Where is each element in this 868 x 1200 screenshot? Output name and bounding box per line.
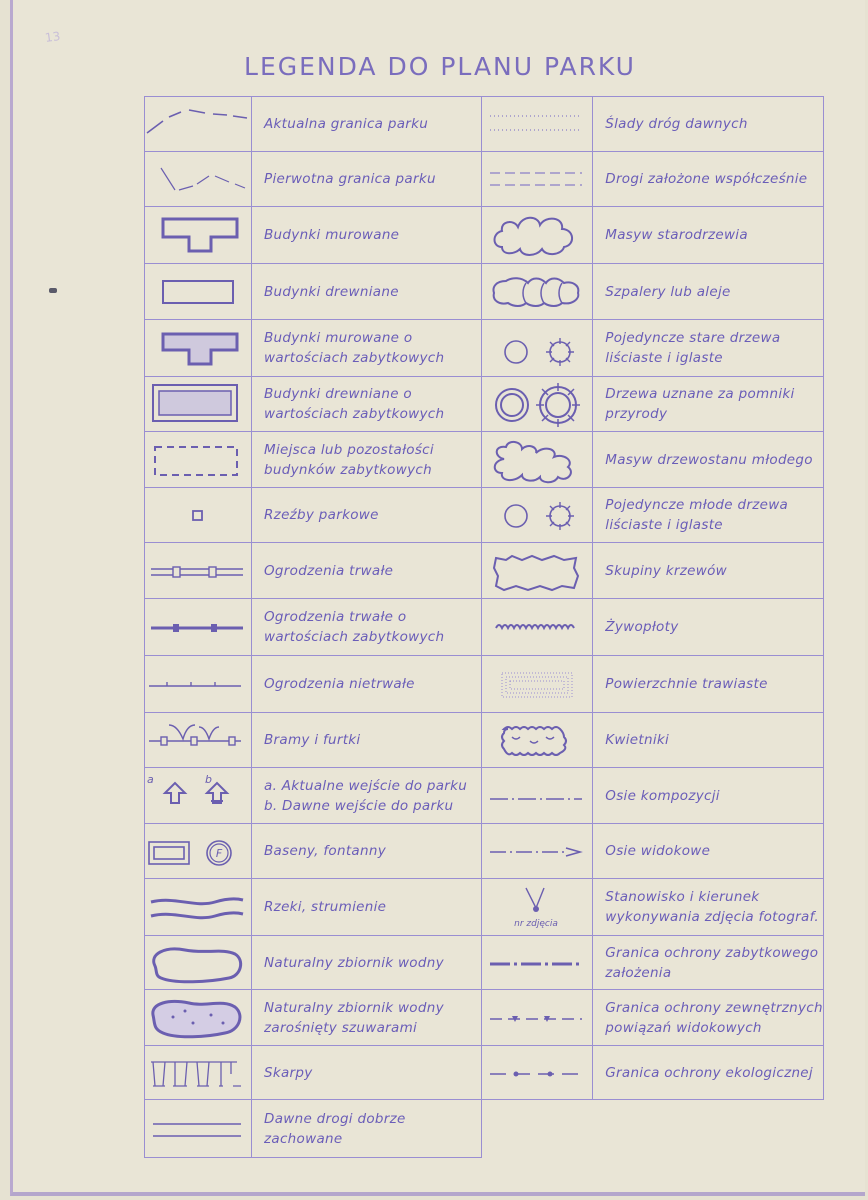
legend-label: Baseny, fontanny (252, 824, 482, 879)
legend-label: Granica ochrony zabytkowego założenia (593, 936, 824, 990)
legend-label: Budynki drewniane o wartościach zabytkowych (252, 377, 482, 432)
symbol-current-boundary (145, 97, 252, 152)
legend-row (145, 1100, 824, 1158)
page-title: LEGENDA DO PLANU PARKU (244, 52, 636, 81)
symbol-old-preserved-roads (145, 1100, 252, 1158)
symbol-natural-water-body (145, 936, 252, 990)
legend-label: Bramy i furtki (252, 713, 482, 768)
legend-label: Budynki drewniane (252, 264, 482, 320)
legend-label: Granica ochrony zewnętrznych powiązań widokowych (593, 990, 824, 1046)
symbol-single-young-trees (482, 488, 593, 543)
symbol-tree-rows (482, 264, 593, 320)
legend-row (145, 824, 824, 879)
fountain-letter: F (215, 847, 223, 860)
legend-label: Drzewa uznane za pomniki przyrody (593, 377, 824, 432)
symbol-old-road-traces (482, 97, 593, 152)
symbol-entrances (145, 768, 252, 824)
legend-label: Dawne drogi dobrze zachowane (252, 1100, 482, 1158)
symbol-flowerbeds (482, 713, 593, 768)
legend-table (144, 96, 824, 1158)
empty-cell (482, 1100, 824, 1158)
legend-row (145, 377, 824, 432)
legend-label: Granica ochrony ekologicznej (593, 1046, 824, 1100)
legend-row (145, 207, 824, 264)
legend-label: Szpalery lub aleje (593, 264, 824, 320)
symbol-grass-areas (482, 656, 593, 713)
symbol-historic-building-remains (145, 432, 252, 488)
corner-mark: 13 (44, 29, 62, 45)
legend-label: Skupiny krzewów (593, 543, 824, 599)
legend-label: Pierwotna granica parku (252, 152, 482, 207)
legend-row (145, 152, 824, 207)
symbol-shrub-groups (482, 543, 593, 599)
symbol-park-sculpture (145, 488, 252, 543)
symbol-view-protection-boundary (482, 990, 593, 1046)
legend-label: Żywopłoty (593, 599, 824, 656)
legend-row (145, 97, 824, 152)
legend-label: Pojedyncze stare drzewa liściaste i iglaste (593, 320, 824, 377)
legend-row (145, 488, 824, 543)
legend-label: Ogrodzenia trwałe o wartościach zabytkowych (252, 599, 482, 656)
legend-label: Osie widokowe (593, 824, 824, 879)
legend-row (145, 656, 824, 713)
symbol-gates (145, 713, 252, 768)
legend-row (145, 432, 824, 488)
legend-row (145, 768, 824, 824)
legend-label: Rzeźby parkowe (252, 488, 482, 543)
legend-row (145, 320, 824, 377)
legend-label: Drogi założone współcześnie (593, 152, 824, 207)
symbol-composition-axes (482, 768, 593, 824)
legend-row (145, 264, 824, 320)
legend-label: Kwietniki (593, 713, 824, 768)
symbol-original-boundary (145, 152, 252, 207)
symbol-young-tree-stand (482, 432, 593, 488)
legend-label: Budynki murowane (252, 207, 482, 264)
legend-label: Stanowisko i kierunek wykonywania zdjęcia fotograf. (593, 879, 824, 936)
legend-label: Budynki murowane o wartościach zabytkowych (252, 320, 482, 377)
symbol-permanent-fence (145, 543, 252, 599)
symbol-historic-protection-boundary (482, 936, 593, 990)
symbol-historic-permanent-fence (145, 599, 252, 656)
legend-label: Osie kompozycji (593, 768, 824, 824)
symbol-modern-roads (482, 152, 593, 207)
symbol-photo-station (482, 879, 593, 936)
legend-label: Naturalny zbiornik wodny (252, 936, 482, 990)
symbol-old-tree-stand (482, 207, 593, 264)
symbol-single-old-trees (482, 320, 593, 377)
legend-row (145, 1046, 824, 1100)
symbol-view-axes (482, 824, 593, 879)
legend-label: Ogrodzenia nietrwałe (252, 656, 482, 713)
legend-label: Ogrodzenia trwałe (252, 543, 482, 599)
symbol-temporary-fence (145, 656, 252, 713)
photo-number-label: nr zdjęcia (514, 919, 559, 929)
symbol-escarpments (145, 1046, 252, 1100)
symbol-reed-water-body (145, 990, 252, 1046)
legend-label: Masyw starodrzewia (593, 207, 824, 264)
legend-row (145, 543, 824, 599)
symbol-rivers-streams (145, 879, 252, 936)
legend-label: Masyw drzewostanu młodego (593, 432, 824, 488)
legend-label: a. Aktualne wejście do parku b. Dawne wejście do parku (252, 768, 482, 824)
legend-label: Ślady dróg dawnych (593, 97, 824, 152)
symbol-wooden-building (145, 264, 252, 320)
symbol-pools-fountains (145, 824, 252, 879)
legend-label: Powierzchnie trawiaste (593, 656, 824, 713)
entrance-a-letter: a (147, 772, 154, 786)
symbol-historic-brick-building (145, 320, 252, 377)
legend-label: Aktualna granica parku (252, 97, 482, 152)
legend-row (145, 879, 824, 936)
legend-row (145, 599, 824, 656)
symbol-brick-building (145, 207, 252, 264)
legend-row (145, 936, 824, 990)
legend-label: Rzeki, strumienie (252, 879, 482, 936)
entrance-b-letter: b (205, 772, 212, 786)
legend-label: Miejsca lub pozostałości budynków zabytkowych (252, 432, 482, 488)
legend-label: Naturalny zbiornik wodny zarośnięty szuwarami (252, 990, 482, 1046)
symbol-historic-wooden-building (145, 377, 252, 432)
symbol-nature-monument-trees (482, 377, 593, 432)
legend-label: Pojedyncze młode drzewa liściaste i iglaste (593, 488, 824, 543)
legend-label: Skarpy (252, 1046, 482, 1100)
symbol-ecological-protection-boundary (482, 1046, 593, 1100)
symbol-hedges (482, 599, 593, 656)
legend-row (145, 713, 824, 768)
punch-hole (49, 288, 57, 293)
legend-row (145, 990, 824, 1046)
